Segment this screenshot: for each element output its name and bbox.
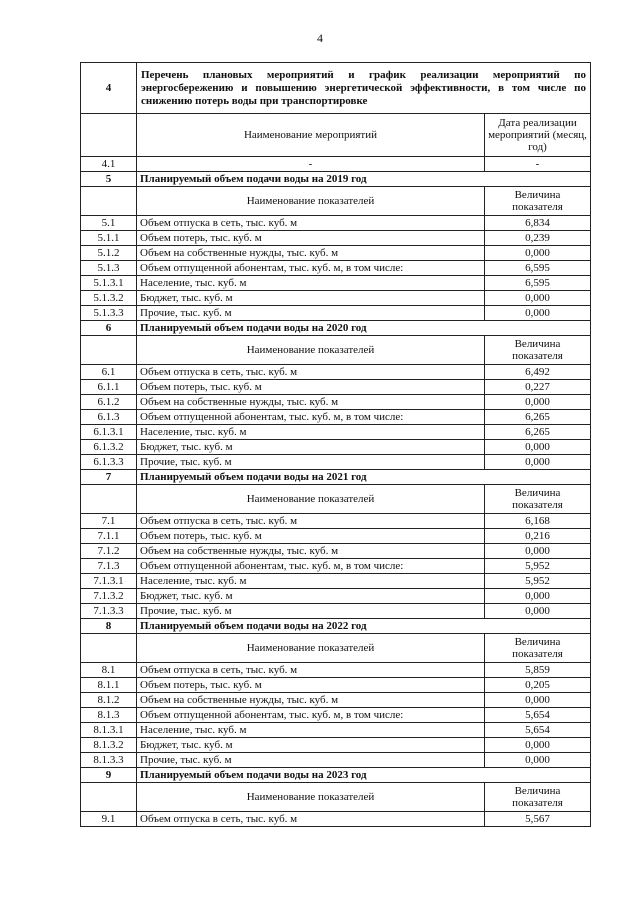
header-name-cell: Наименование показателей [137,336,485,365]
row-number: 8.1.1 [81,678,137,693]
row-name: Прочие, тыс. куб. м [137,753,485,768]
table-row [81,753,591,768]
section-4-header-row [81,114,591,157]
table-row [81,723,591,738]
section-title: Планируемый объем подачи воды на 2021 год [137,470,591,485]
section-number: 7 [81,470,137,485]
row-value: 6,265 [485,410,591,425]
row-name: Объем отпуска в сеть, тыс. куб. м [137,812,485,827]
row-name: Прочие, тыс. куб. м [137,604,485,619]
header-name-cell: Наименование показателей [137,783,485,812]
section-number: 9 [81,768,137,783]
section-title-row [81,619,591,634]
page-number: 4 [317,31,323,45]
row-number: 4.1 [81,157,137,172]
row-number: 5.1.3.2 [81,291,137,306]
table-row [81,380,591,395]
row-number: 8.1 [81,663,137,678]
row-name: Объем отпуска в сеть, тыс. куб. м [137,663,485,678]
row-number: 9.1 [81,812,137,827]
header-value-cell: Величина показателя [485,783,591,812]
table-row [81,410,591,425]
table-row [81,514,591,529]
row-value: 6,834 [485,216,591,231]
table-row [81,157,591,172]
header-value-cell: Величина показателя [485,336,591,365]
table-row [81,693,591,708]
table-row [81,440,591,455]
row-name: Объем потерь, тыс. куб. м [137,678,485,693]
row-value: 0,000 [485,291,591,306]
header-value-cell: Величина показателя [485,634,591,663]
row-number: 5.1.3.3 [81,306,137,321]
row-value: 0,000 [485,589,591,604]
row-number: 7.1.3 [81,559,137,574]
section-4-title-row [81,63,591,114]
row-number: 5.1.1 [81,231,137,246]
row-name: Объем потерь, тыс. куб. м [137,380,485,395]
row-number: 7.1.2 [81,544,137,559]
row-number: 7.1.3.2 [81,589,137,604]
section-title: Перечень плановых мероприятий и график реализации мероприятий по энергосбережению и повышению энергетической эффективности, в том числе по снижению потерь воды при транспортировке [137,63,591,114]
row-number: 6.1.3.3 [81,455,137,470]
row-value: 6,595 [485,261,591,276]
row-name: Бюджет, тыс. куб. м [137,291,485,306]
header-name-cell: Наименование показателей [137,634,485,663]
header-number-cell [81,634,137,663]
table-row [81,589,591,604]
row-number: 6.1.1 [81,380,137,395]
row-number: 7.1 [81,514,137,529]
section-header-row [81,187,591,216]
row-number: 8.1.3.2 [81,738,137,753]
row-name: Население, тыс. куб. м [137,425,485,440]
row-name: Объем на собственные нужды, тыс. куб. м [137,395,485,410]
row-name: Объем на собственные нужды, тыс. куб. м [137,544,485,559]
row-value: 0,000 [485,693,591,708]
row-value: 6,492 [485,365,591,380]
header-number-cell [81,485,137,514]
table-row [81,395,591,410]
row-name: Объем отпуска в сеть, тыс. куб. м [137,365,485,380]
section-number: 6 [81,321,137,336]
section-title: Планируемый объем подачи воды на 2020 год [137,321,591,336]
row-name: Объем отпуска в сеть, тыс. куб. м [137,216,485,231]
header-value-cell: Величина показателя [485,485,591,514]
section-header-row [81,336,591,365]
section-title-row [81,172,591,187]
table-row [81,544,591,559]
row-name: Объем на собственные нужды, тыс. куб. м [137,693,485,708]
table-row [81,306,591,321]
table-row [81,246,591,261]
section-header-row [81,783,591,812]
row-value: 5,654 [485,708,591,723]
row-value: 0,000 [485,604,591,619]
table-row [81,291,591,306]
row-value: 0,000 [485,738,591,753]
row-value: 0,000 [485,395,591,410]
table-row [81,261,591,276]
section-header-row [81,634,591,663]
row-number: 5.1 [81,216,137,231]
row-value: 5,952 [485,559,591,574]
table-row [81,455,591,470]
row-name: Бюджет, тыс. куб. м [137,589,485,604]
row-number: 8.1.3.1 [81,723,137,738]
row-number: 6.1.2 [81,395,137,410]
table-row [81,276,591,291]
row-value: 0,000 [485,544,591,559]
row-value: 6,168 [485,514,591,529]
table-row [81,559,591,574]
row-number: 5.1.2 [81,246,137,261]
row-value: 5,859 [485,663,591,678]
header-date-cell: Дата реализации мероприятий (месяц, год) [485,114,591,157]
row-name: Объем отпущенной абонентам, тыс. куб. м, в том числе: [137,708,485,723]
row-number: 7.1.1 [81,529,137,544]
row-value: 0,216 [485,529,591,544]
row-name: Объем потерь, тыс. куб. м [137,529,485,544]
row-name: Население, тыс. куб. м [137,723,485,738]
row-value: 5,567 [485,812,591,827]
row-number: 6.1.3 [81,410,137,425]
header-value-cell: Величина показателя [485,187,591,216]
row-value: 6,595 [485,276,591,291]
plan-table [80,62,591,827]
row-name: Объем отпущенной абонентам, тыс. куб. м, в том числе: [137,559,485,574]
row-name: Прочие, тыс. куб. м [137,306,485,321]
row-name: Объем отпущенной абонентам, тыс. куб. м, в том числе: [137,261,485,276]
table-row [81,812,591,827]
table-row [81,231,591,246]
row-number: 8.1.2 [81,693,137,708]
row-value: 6,265 [485,425,591,440]
section-title-row [81,321,591,336]
row-name: - [137,157,485,172]
section-title: Планируемый объем подачи воды на 2022 год [137,619,591,634]
row-value: - [485,157,591,172]
table-row [81,574,591,589]
table-row [81,738,591,753]
row-value: 5,654 [485,723,591,738]
row-name: Объем отпущенной абонентам, тыс. куб. м, в том числе: [137,410,485,425]
section-title-row [81,470,591,485]
row-value: 0,000 [485,306,591,321]
table-row [81,365,591,380]
table-row [81,216,591,231]
row-name: Бюджет, тыс. куб. м [137,440,485,455]
table-row [81,678,591,693]
row-number: 8.1.3.3 [81,753,137,768]
section-number: 5 [81,172,137,187]
table-row [81,529,591,544]
header-name-cell: Наименование показателей [137,485,485,514]
section-title-row [81,768,591,783]
header-name-cell: Наименование показателей [137,187,485,216]
row-value: 0,205 [485,678,591,693]
row-value: 0,000 [485,455,591,470]
row-name: Объем на собственные нужды, тыс. куб. м [137,246,485,261]
table-row [81,663,591,678]
section-header-row [81,485,591,514]
row-number: 7.1.3.1 [81,574,137,589]
row-value: 0,227 [485,380,591,395]
section-number: 8 [81,619,137,634]
row-number: 7.1.3.3 [81,604,137,619]
row-value: 0,000 [485,440,591,455]
row-value: 0,000 [485,753,591,768]
table-row [81,604,591,619]
row-value: 0,000 [485,246,591,261]
header-number-cell [81,783,137,812]
header-number-cell [81,336,137,365]
row-value: 5,952 [485,574,591,589]
table-row [81,708,591,723]
row-name: Объем потерь, тыс. куб. м [137,231,485,246]
section-title: Планируемый объем подачи воды на 2019 год [137,172,591,187]
header-number-cell [81,187,137,216]
row-number: 8.1.3 [81,708,137,723]
row-number: 5.1.3.1 [81,276,137,291]
section-number: 4 [81,63,137,114]
row-name: Бюджет, тыс. куб. м [137,738,485,753]
header-name-cell: Наименование мероприятий [137,114,485,157]
row-name: Население, тыс. куб. м [137,276,485,291]
row-number: 6.1 [81,365,137,380]
table-row [81,425,591,440]
row-value: 0,239 [485,231,591,246]
row-name: Объем отпуска в сеть, тыс. куб. м [137,514,485,529]
plan-table-body [81,63,591,827]
row-number: 5.1.3 [81,261,137,276]
row-name: Население, тыс. куб. м [137,574,485,589]
row-name: Прочие, тыс. куб. м [137,455,485,470]
header-number-cell [81,114,137,157]
row-number: 6.1.3.2 [81,440,137,455]
row-number: 6.1.3.1 [81,425,137,440]
section-title: Планируемый объем подачи воды на 2023 год [137,768,591,783]
